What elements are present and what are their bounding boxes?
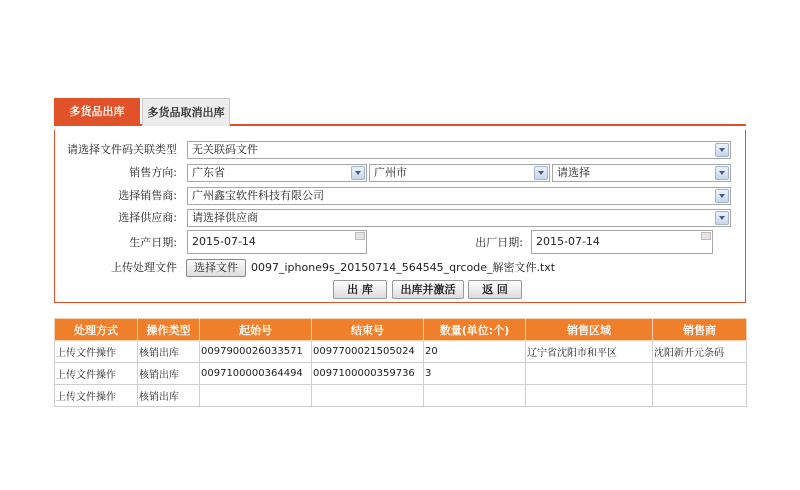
upload-label: 上传处理文件 <box>111 261 177 274</box>
cell-end-code: 0097700021505024 <box>312 341 424 363</box>
chevron-down-icon <box>715 166 729 180</box>
col-header-seller: 销售商 <box>653 319 747 341</box>
table-header-row <box>55 319 747 341</box>
chevron-down-icon <box>534 166 548 180</box>
direction-label: 销售方向: <box>129 166 177 179</box>
tab-multi-goods-out[interactable]: 多货品出库 <box>54 98 140 126</box>
out-button[interactable]: 出 库 <box>333 280 387 299</box>
col-header-start-code: 起始号 <box>200 319 312 341</box>
cell-seller <box>653 363 747 385</box>
cell-start-code: 0097100000364494 <box>200 363 312 385</box>
supplier-value: 请选择供应商 <box>192 211 258 224</box>
supplier-select[interactable] <box>187 209 731 227</box>
province-select[interactable] <box>187 164 367 182</box>
cell-end-code <box>312 385 424 407</box>
seller-value: 广州鑫宝软件科技有限公司 <box>192 189 324 202</box>
cell-operation-type: 核销出库 <box>138 385 200 407</box>
chevron-down-icon <box>715 143 729 157</box>
ship-date-input[interactable] <box>531 230 713 254</box>
tab-bar <box>54 96 746 126</box>
cell-start-code <box>200 385 312 407</box>
cell-quantity: 3 <box>424 363 526 385</box>
supplier-label: 选择供应商: <box>118 211 177 224</box>
seller-label: 选择销售商: <box>118 189 177 202</box>
date-picker-icon[interactable] <box>355 232 365 240</box>
production-date-input[interactable] <box>187 230 367 254</box>
link-type-value: 无关联码文件 <box>192 143 258 156</box>
back-button[interactable]: 返 回 <box>468 280 522 299</box>
col-header-sales-region: 销售区域 <box>526 319 653 341</box>
province-value: 广东省 <box>192 166 225 179</box>
out-and-activate-button[interactable]: 出库并激活 <box>392 280 464 299</box>
choose-file-button[interactable]: 选择文件 <box>186 259 246 277</box>
cell-end-code: 0097100000359736 <box>312 363 424 385</box>
production-date-value: 2015-07-14 <box>192 235 256 248</box>
cell-seller: 沈阳新开元条码 <box>653 341 747 363</box>
chevron-down-icon <box>715 211 729 225</box>
col-header-process-method: 处理方式 <box>55 319 138 341</box>
district-value: 请选择 <box>557 166 590 179</box>
outbound-form <box>54 130 746 303</box>
col-header-quantity: 数量(单位:个) <box>424 319 526 341</box>
seller-select[interactable] <box>187 187 731 205</box>
link-type-select[interactable] <box>187 141 731 159</box>
cell-process-method: 上传文件操作 <box>55 385 138 407</box>
chevron-down-icon <box>351 166 365 180</box>
table-row[interactable] <box>55 385 747 407</box>
chevron-down-icon <box>715 189 729 203</box>
city-select[interactable] <box>369 164 550 182</box>
cell-operation-type: 核销出库 <box>138 363 200 385</box>
cell-sales-region <box>526 385 653 407</box>
upload-filename: 0097_iphone9s_20150714_564545_qrcode_解密文件.txt <box>251 261 556 274</box>
ship-date-label: 出厂日期: <box>475 236 523 249</box>
tab-multi-goods-cancel-out[interactable]: 多货品取消出库 <box>142 98 230 126</box>
city-value: 广州市 <box>374 166 407 179</box>
cell-quantity <box>424 385 526 407</box>
cell-quantity: 20 <box>424 341 526 363</box>
cell-operation-type: 核销出库 <box>138 341 200 363</box>
cell-start-code: 0097900026033571 <box>200 341 312 363</box>
district-select[interactable] <box>552 164 731 182</box>
table-row[interactable] <box>55 341 747 363</box>
cell-seller <box>653 385 747 407</box>
production-date-label: 生产日期: <box>129 236 177 249</box>
cell-sales-region: 辽宁省沈阳市和平区 <box>526 341 653 363</box>
outbound-records-table <box>54 318 746 403</box>
col-header-operation-type: 操作类型 <box>138 319 200 341</box>
ship-date-value: 2015-07-14 <box>536 235 600 248</box>
cell-sales-region <box>526 363 653 385</box>
col-header-end-code: 结束号 <box>312 319 424 341</box>
table-row[interactable] <box>55 363 747 385</box>
link-type-label: 请选择文件码关联类型 <box>67 143 177 156</box>
cell-process-method: 上传文件操作 <box>55 341 138 363</box>
cell-process-method: 上传文件操作 <box>55 363 138 385</box>
date-picker-icon[interactable] <box>701 232 711 240</box>
